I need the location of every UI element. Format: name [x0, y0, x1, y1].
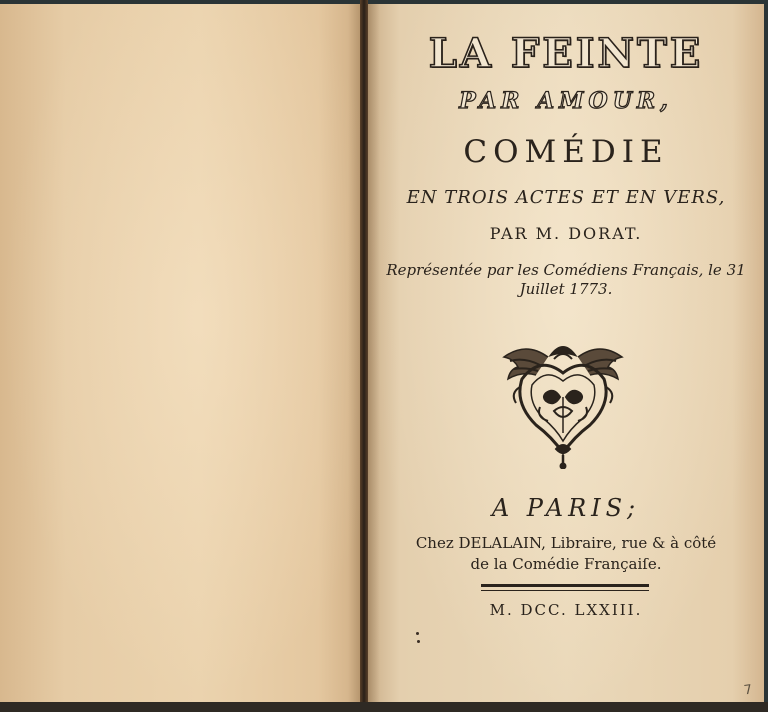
publication-year: M. DCC. LXXIII.: [489, 601, 643, 619]
publication-city: A PARIS;: [491, 494, 641, 522]
performance-line-2: Juillet 1773.: [519, 280, 613, 298]
title-page: [368, 4, 764, 702]
book-title: LA FEINTE: [428, 30, 704, 77]
book-genre: COMÉDIE: [463, 134, 669, 170]
book-bottom-edge: [0, 702, 768, 712]
divider-rule-thin: [481, 590, 649, 591]
left-blank-page: [0, 4, 362, 702]
performance-line-1: Représentée par les Comédiens Français, le 31: [386, 261, 746, 279]
publisher-line-1: Chez DELALAIN, Libraire, rue & à côté: [415, 534, 717, 552]
ink-speck: [416, 632, 419, 635]
publisher-line-2: de la Comédie Françaiſe.: [470, 555, 662, 573]
pencil-page-number: 7: [742, 682, 754, 699]
ink-speck: [417, 640, 420, 643]
divider-rule: [481, 584, 649, 587]
book-subtitle: PAR AMOUR,: [459, 88, 673, 114]
printers-ornament-icon: [496, 337, 630, 469]
author-line: PAR M. DORAT.: [489, 224, 643, 243]
acts-description: EN TROIS ACTES ET EN VERS,: [406, 187, 726, 208]
book-gutter: [360, 0, 368, 712]
